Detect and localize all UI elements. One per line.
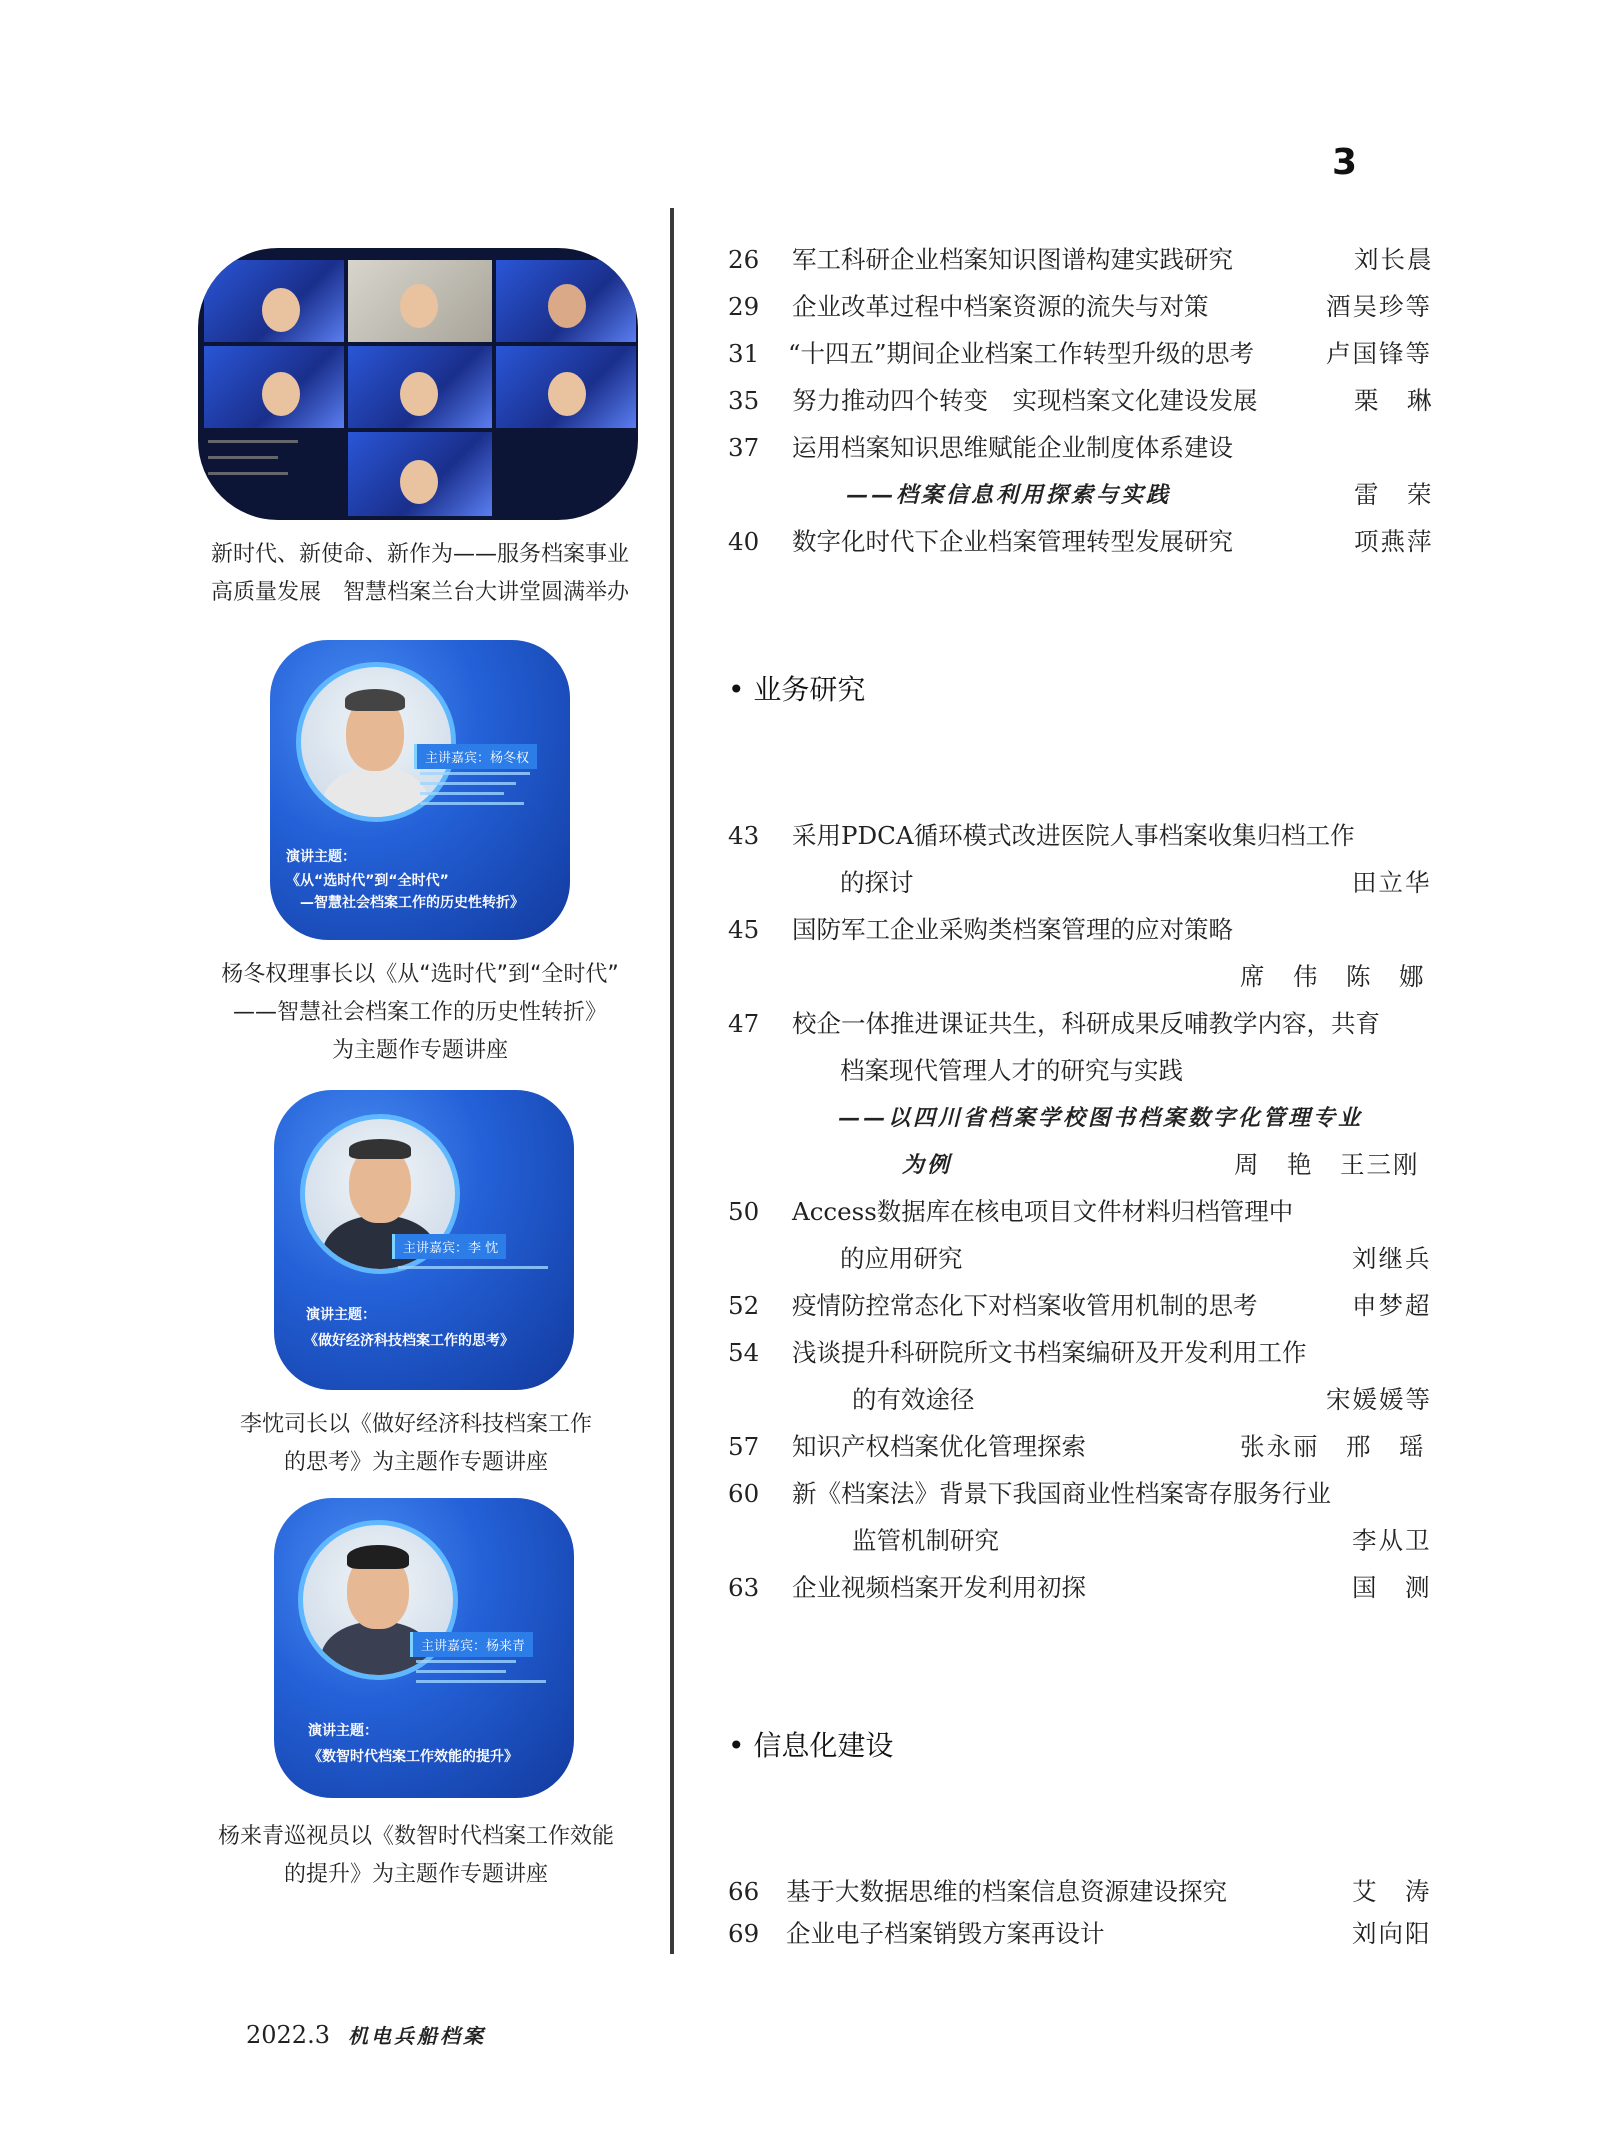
toc-title: 企业改革过程中档案资源的流失与对策 — [792, 292, 1209, 321]
host-label: 主讲嘉宾：李 忱 — [392, 1234, 506, 1259]
toc-author: 席 伟 陈 娜 — [1240, 962, 1426, 991]
toc-author: 刘长晨 — [1354, 245, 1434, 274]
toc-author: 张永丽 邢 瑶 — [1240, 1432, 1426, 1461]
speech-title: 《从“选时代”到“全时代” — [286, 873, 449, 889]
toc-author: 国 测 — [1352, 1573, 1432, 1602]
lecture-poster-image-1 — [270, 640, 570, 940]
toc-page-number: 35 — [728, 386, 760, 415]
toc-title: 企业视频档案开发利用初探 — [792, 1573, 1086, 1602]
toc-page-number: 57 — [728, 1432, 760, 1461]
speech-label: 演讲主题： — [306, 1307, 376, 1323]
toc-author: 周 艳 王三刚 — [1234, 1150, 1420, 1179]
toc-page-number: 43 — [728, 821, 760, 850]
section-heading-business-research: • 业务研究 — [728, 673, 866, 706]
section-heading-informatization: • 信息化建设 — [728, 1729, 894, 1762]
meeting-screenshot-image — [198, 248, 638, 520]
toc-title: “十四五”期间企业档案工作转型升级的思考 — [788, 339, 1255, 368]
page-footer — [246, 2020, 486, 2049]
toc-page-number: 60 — [728, 1479, 760, 1508]
toc-title: 的探讨 — [840, 868, 914, 897]
toc-title: 监管机制研究 — [852, 1526, 999, 1555]
toc-author: 栗 琳 — [1354, 386, 1434, 415]
speech-title: —智慧社会档案工作的历史性转折》 — [300, 895, 524, 911]
toc-author: 项燕萍 — [1354, 527, 1434, 556]
toc-page-number: 26 — [728, 245, 760, 274]
toc-author: 酒吴珍等 — [1326, 292, 1432, 321]
toc-title: 数字化时代下企业档案管理转型发展研究 — [792, 527, 1233, 556]
speech-label: 演讲主题： — [308, 1723, 378, 1739]
toc-page-number: 63 — [728, 1573, 760, 1602]
toc-author: 刘继兵 — [1352, 1244, 1432, 1273]
column-divider — [670, 208, 674, 1954]
toc-title: 的有效途径 — [852, 1385, 975, 1414]
toc-page-number: 45 — [728, 915, 760, 944]
toc-subtitle: 为例 — [902, 1152, 953, 1178]
toc-title: 军工科研企业档案知识图谱构建实践研究 — [792, 245, 1233, 274]
toc-page-number: 37 — [728, 433, 760, 462]
toc-title: 努力推动四个转变 实现档案文化建设发展 — [792, 386, 1258, 415]
toc-page-number: 69 — [728, 1919, 760, 1948]
host-label: 主讲嘉宾：杨来青 — [410, 1632, 533, 1657]
toc-author: 雷 荣 — [1354, 480, 1434, 509]
toc-page-number: 54 — [728, 1338, 760, 1367]
lecture-poster-image-3 — [274, 1498, 574, 1798]
photo1-caption: 新时代、新使命、新作为——服务档案事业 高质量发展 智慧档案兰台大讲堂圆满举办 — [210, 542, 629, 605]
toc-author: 田立华 — [1352, 868, 1432, 897]
toc-title: 浅谈提升科研院所文书档案编研及开发利用工作 — [792, 1338, 1307, 1367]
issue-number: 2022.3 — [246, 2021, 330, 2049]
toc-subtitle: ——档案信息利用探索与实践 — [846, 482, 1172, 508]
photo3-caption: 李忱司长以《做好经济科技档案工作 的思考》为主题作专题讲座 — [239, 1412, 592, 1475]
toc-page-number: 52 — [728, 1291, 760, 1320]
speech-title: 《做好经济科技档案工作的思考》 — [304, 1333, 514, 1349]
toc-author: 艾 涛 — [1352, 1877, 1432, 1906]
toc-author: 刘向阳 — [1352, 1919, 1432, 1948]
toc-page-number: 47 — [728, 1009, 760, 1038]
toc-title: 校企一体推进课证共生，科研成果反哺教学内容，共育 — [792, 1009, 1380, 1038]
magazine-name: 机电兵船档案 — [347, 2024, 486, 2048]
toc-title: 档案现代管理人才的研究与实践 — [840, 1056, 1183, 1085]
toc-page-number: 31 — [728, 339, 760, 368]
toc-title: 的应用研究 — [840, 1244, 963, 1273]
toc-author: 卢国锋等 — [1326, 339, 1432, 368]
toc-title: 运用档案知识思维赋能企业制度体系建设 — [792, 433, 1233, 462]
photo4-caption: 杨来青巡视员以《数智时代档案工作效能 的提升》为主题作专题讲座 — [217, 1824, 614, 1887]
toc-page-number: 40 — [728, 527, 760, 556]
toc-title: 新《档案法》背景下我国商业性档案寄存服务行业 — [792, 1479, 1331, 1508]
toc-title: 疫情防控常态化下对档案收管用机制的思考 — [792, 1291, 1258, 1320]
toc-author: 李从卫 — [1352, 1526, 1432, 1555]
toc-page-number: 50 — [728, 1197, 760, 1226]
toc-author: 宋媛媛等 — [1326, 1385, 1432, 1414]
toc-title: 采用PDCA循环模式改进医院人事档案收集归档工作 — [792, 821, 1355, 850]
toc-title: 国防军工企业采购类档案管理的应对策略 — [792, 915, 1233, 944]
lecture-poster-image-2 — [274, 1090, 574, 1390]
toc-page-number: 66 — [728, 1877, 760, 1906]
toc-title: 基于大数据思维的档案信息资源建设探究 — [786, 1877, 1227, 1906]
speech-label: 演讲主题： — [286, 849, 356, 865]
toc-page-number: 29 — [728, 292, 760, 321]
host-label: 主讲嘉宾：杨冬权 — [414, 744, 537, 769]
photo2-caption: 杨冬权理事长以《从“选时代”到“全时代” ——智慧社会档案工作的历史性转折》 为主题作专题讲座 — [221, 962, 619, 1063]
toc-title: 企业电子档案销毁方案再设计 — [786, 1919, 1105, 1948]
toc-title: Access数据库在核电项目文件材料归档管理中 — [792, 1197, 1294, 1226]
page-number: 3 — [1332, 142, 1358, 183]
toc-subtitle: ——以四川省档案学校图书档案数字化管理专业 — [838, 1105, 1364, 1131]
toc-author: 申梦超 — [1352, 1291, 1432, 1320]
toc-title: 知识产权档案优化管理探索 — [792, 1432, 1086, 1461]
speech-title: 《数智时代档案工作效能的提升》 — [308, 1749, 518, 1765]
